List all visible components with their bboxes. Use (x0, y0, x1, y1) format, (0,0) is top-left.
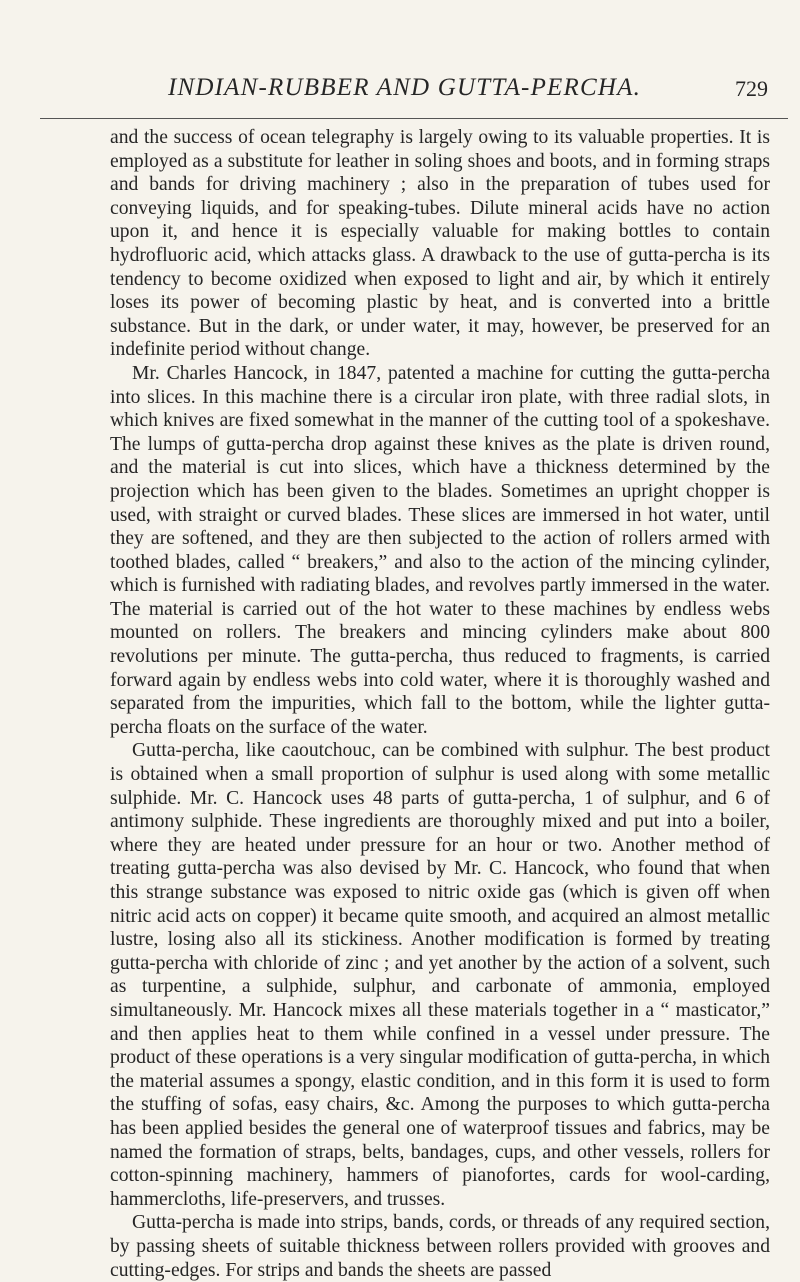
body-text (110, 126, 770, 1282)
running-head (110, 74, 770, 114)
paragraph-2: Mr. Charles Hancock, in 1847, patented a machine for cutting the gutta-percha into slices. In this machine there is a circular iron plate, with three radial slots, in which knives are fixed somewhat in the manner of the cutting tool of a spokeshave. The lumps of gutta-percha drop against these knives as the plate is driven round, and the material is cut into slices, which have a thickness determined by the projection which has been given to the blades. Sometimes an upright chopper is used, with straight or curved blades. These slices are immersed in hot water, until they are softened, and they are then subjected to the action of rollers armed with toothed blades, called “ breakers,” and also to the action of the mincing cylinder, which is furnished with radiating blades, and revolves partly immersed in the water. The material is carried out of the hot water to these machines by endless webs mounted on rollers. The breakers and mincing cylinders make about 800 revolutions per minute. The gutta-percha, thus reduced to fragments, is carried forward again by endless webs into cold water, where it is thoroughly washed and separated from the impurities, which fall to the bottom, while the lighter gutta-percha floats on the surface of the water. (110, 362, 770, 738)
page-number: 729 (735, 76, 768, 101)
paragraph-4: Gutta-percha is made into strips, bands, cords, or threads of any required section, by passing sheets of suitable thickness between rollers provided with grooves and cutting-edges. For strips and bands the sheets are passed (110, 1212, 770, 1281)
running-title: INDIAN-RUBBER AND GUTTA-PERCHA. (168, 74, 642, 101)
paragraph-1: and the success of ocean telegraphy is largely owing to its valuable properties. It is employed as a substitute for leather in soling shoes and boots, and in forming straps and bands for driving machinery ; also in the preparation of tubes used for conveying liquids, and for speaking-tubes. Dilute mineral acids have no action upon it, and hence it is especially valuable for making bottles to contain hydrofluoric acid, which attacks glass. A drawback to the use of gutta-percha is its tendency to become oxidized when exposed to light and air, by which it entirely loses its power of becoming plastic by heat, and is converted into a brittle substance. But in the dark, or under water, it may, however, be preserved for an indefinite period without change. (110, 127, 770, 361)
header-rule (40, 118, 788, 119)
paragraph-3: Gutta-percha, like caoutchouc, can be combined with sulphur. The best product is obtained when a small proportion of sulphur is used along with some metallic sulphide. Mr. C. Hancock uses 48 parts of gutta-percha, 1 of sulphur, and 6 of antimony sulphide. These ingredients are thoroughly mixed and put into a boiler, where they are heated under pressure for an hour or two. Another method of treating gutta-percha was also devised by Mr. C. Hancock, who found that when this strange substance was exposed to nitric oxide gas (which is given off when nitric acid acts on copper) it became quite smooth, and acquired an almost metallic lustre, losing also all its stickiness. Another modification is formed by treating gutta-percha with chloride of zinc ; and yet another by the action of a solvent, such as turpentine, a sulphide, sulphur, and carbonate of ammonia, employed simultaneously. Mr. Hancock mixes all these materials together in a “ masticator,” and then applies heat to them while confined in a vessel under pressure. The product of these operations is a very singular modification of gutta-percha, in which the material assumes a spongy, elastic condition, and in this form it is used to form the stuffing of sofas, easy chairs, &c. Among the purposes to which gutta-percha has been applied besides the general one of waterproof tissues and fabrics, may be named the formation of straps, belts, bandages, cups, and other vessels, rollers for cotton-spinning machinery, hammers of pianofortes, cards for wool-carding, hammercloths, life-preservers, and trusses. (110, 740, 770, 1210)
